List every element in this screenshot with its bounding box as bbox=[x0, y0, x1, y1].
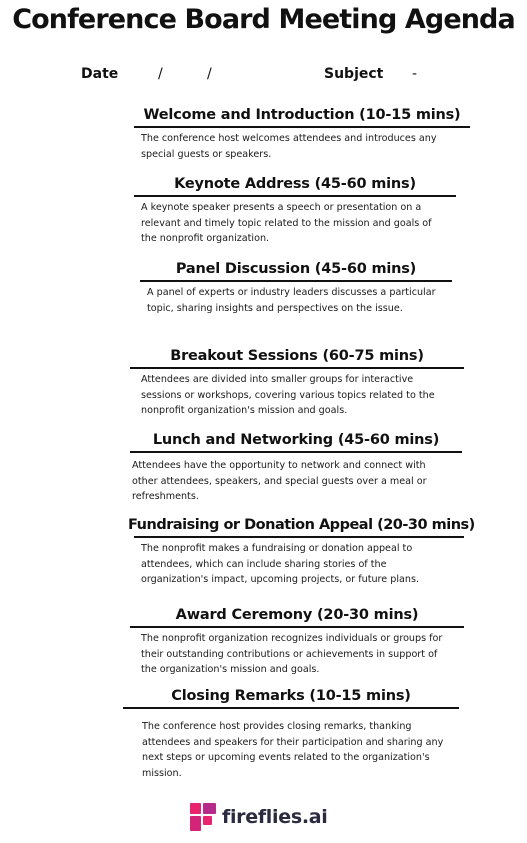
agenda-item-title: Panel Discussion (45-60 mins) bbox=[175, 261, 417, 277]
section-divider bbox=[130, 451, 462, 453]
agenda-item-description: The conference host welcomes attendees and introduces any special guests or speakers. bbox=[141, 133, 437, 160]
subject-label: Subject bbox=[324, 66, 384, 82]
agenda-item-description: The nonprofit organization recognizes individuals or groups for their outstanding contributions or achievements in support of the organization's mission and goals. bbox=[141, 633, 443, 676]
fireflies-logo-icon bbox=[190, 803, 216, 831]
section-divider bbox=[134, 536, 464, 538]
section-divider bbox=[130, 626, 464, 628]
agenda-item bbox=[128, 515, 475, 588]
section-divider bbox=[140, 280, 452, 282]
agenda-item bbox=[134, 105, 470, 162]
agenda-item-title: Lunch and Networking (45-60 mins) bbox=[152, 432, 440, 448]
agenda-item-description: A keynote speaker presents a speech or presentation on a relevant and timely topic related to the mission and goals of the nonprofit organization. bbox=[141, 202, 432, 245]
date-separator-1: / bbox=[158, 66, 163, 82]
agenda-item-description: The conference host provides closing remarks, thanking attendees and speakers for their participation and sharing any next steps or upcoming events related to the organization's mission. bbox=[142, 721, 444, 779]
date-separator-2: / bbox=[207, 66, 212, 82]
agenda-item bbox=[134, 174, 456, 247]
section-divider bbox=[134, 126, 470, 128]
agenda-item-title: Keynote Address (45-60 mins) bbox=[174, 176, 416, 192]
agenda-item-description: Attendees are divided into smaller groups for interactive sessions or workshops, covering various topics related to the nonprofit organization's mission and goals. bbox=[141, 374, 435, 417]
page-title: Conference Board Meeting Agenda bbox=[12, 4, 515, 35]
logo-wordmark: fireflies.ai bbox=[222, 806, 328, 828]
agenda-item bbox=[130, 430, 462, 505]
section-divider bbox=[134, 195, 456, 197]
agenda-item bbox=[140, 259, 452, 316]
subject-dash: - bbox=[412, 66, 418, 82]
agenda-item-description: The nonprofit makes a fundraising or donation appeal to attendees, which can include sharing stories of the organization's impact, upcoming projects, or future plans. bbox=[141, 543, 420, 586]
agenda-item-title: Breakout Sessions (60-75 mins) bbox=[170, 348, 424, 364]
section-divider bbox=[130, 367, 464, 369]
section-divider bbox=[123, 707, 459, 709]
agenda-item-description: Attendees have the opportunity to network and connect with other attendees, speakers, and special guests over a meal or refreshments. bbox=[132, 460, 427, 503]
agenda-item-description: A panel of experts or industry leaders discusses a particular topic, sharing insights and perspectives on the issue. bbox=[147, 287, 436, 314]
agenda-item-title: Welcome and Introduction (10-15 mins) bbox=[143, 107, 461, 123]
agenda-item bbox=[130, 346, 464, 419]
agenda-item-title: Award Ceremony (20-30 mins) bbox=[175, 607, 419, 623]
date-label: Date bbox=[81, 66, 119, 82]
agenda-item-title: Fundraising or Donation Appeal (20-30 mins) bbox=[128, 517, 475, 533]
agenda-item-title: Closing Remarks (10-15 mins) bbox=[171, 688, 411, 704]
agenda-item bbox=[123, 686, 459, 781]
agenda-item bbox=[130, 605, 464, 678]
fireflies-logo bbox=[190, 803, 327, 831]
